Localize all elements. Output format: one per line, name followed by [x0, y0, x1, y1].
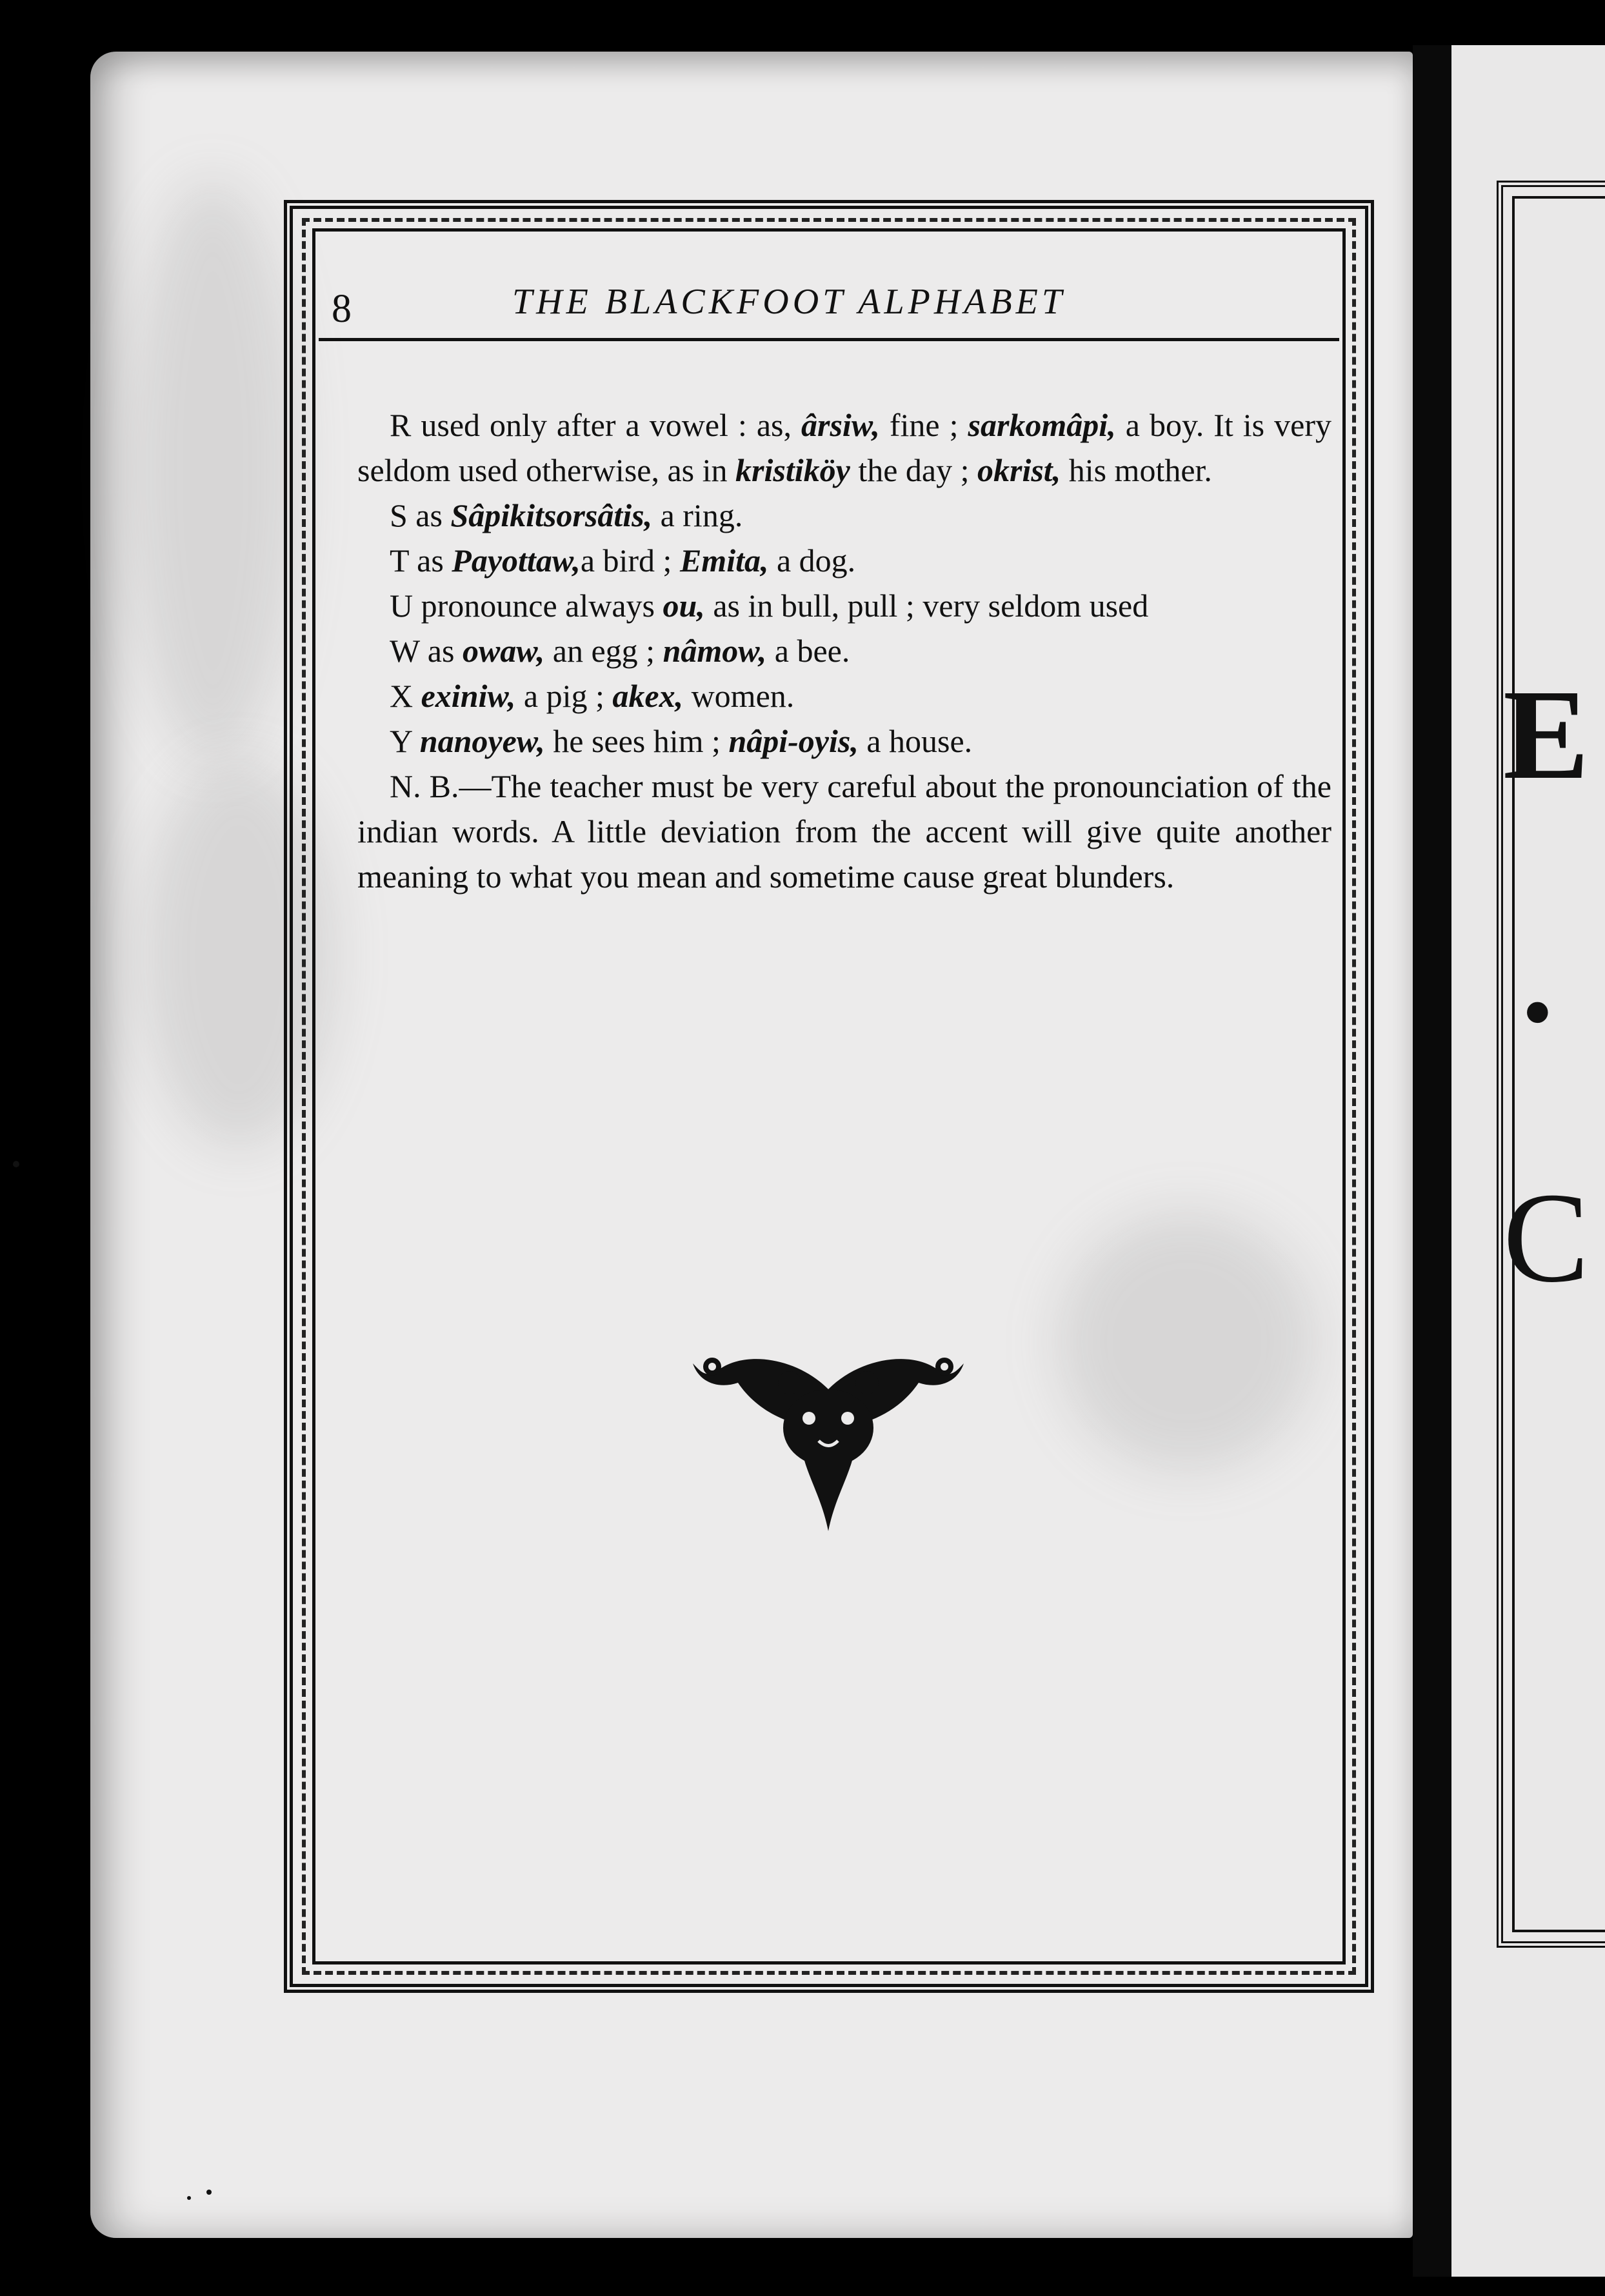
right-page: [1451, 45, 1605, 2277]
entry-y-word1: nanoyew,: [419, 723, 545, 759]
entry-r-gloss-fine: fine ;: [879, 407, 968, 443]
nb-paragraph: N. B.—The teacher must be very careful about the pronounciation of the indian words. A little deviation from the accent will give quite another meaning to what you mean and sometime cause great blunders.: [357, 768, 1331, 895]
entry-r-line3-start: day ;: [905, 452, 977, 488]
entry-r-line3-end: his mother.: [1061, 452, 1212, 488]
entry-w-gloss1: an egg ;: [544, 633, 663, 669]
entry-u-start: U pronounce always: [390, 588, 663, 624]
dust-speck: [206, 2190, 212, 2195]
entry-u-end: as in bull, pull ; very seldom used: [704, 588, 1149, 624]
entry-r: [357, 402, 1331, 493]
entry-x-word1: exiniw,: [421, 678, 516, 714]
entry-s-letter: S as: [390, 497, 451, 533]
entry-y-word2: nâpi-oyis,: [728, 723, 859, 759]
header-rule: [319, 338, 1339, 341]
entry-w-gloss2: a bee.: [766, 633, 850, 669]
entry-y-letter: Y: [390, 723, 420, 759]
entry-t-word2: Emita,: [679, 542, 769, 579]
entry-x: [357, 673, 1331, 718]
entry-w-word2: nâmow,: [663, 633, 767, 669]
page-border-frame: [284, 200, 1374, 1993]
entry-r-the: the: [850, 452, 898, 488]
running-head: THE BLACKFOOT ALPHABET: [512, 282, 1066, 322]
floral-tailpiece-icon: [693, 1344, 964, 1531]
entry-y: [357, 718, 1331, 764]
right-page-letter-c: C: [1503, 1167, 1590, 1309]
book-gutter: [1413, 45, 1451, 2277]
right-page-letter-e: E: [1503, 664, 1590, 806]
entry-x-gloss2: women.: [683, 678, 795, 714]
right-page-letter-dot: ·: [1516, 941, 1559, 1084]
entry-w: [357, 628, 1331, 673]
page-number: 8: [332, 287, 352, 331]
entry-t-word1: Payottaw,: [452, 542, 581, 579]
entry-u: [357, 583, 1331, 628]
dust-speck: [13, 1161, 19, 1167]
right-page-frame: [1497, 181, 1605, 1948]
entry-s-gloss: a ring.: [652, 497, 743, 533]
entry-t-gloss2: a dog.: [768, 542, 856, 579]
entry-r-text: R used only after a vowel : as,: [390, 407, 802, 443]
entry-t-gloss1: a bird ;: [580, 542, 680, 579]
entry-y-gloss1: he sees him ;: [544, 723, 729, 759]
entry-r-word-kristikoy: kristiköy: [735, 452, 850, 488]
entry-s: [357, 493, 1331, 538]
entry-x-word2: akex,: [612, 678, 684, 714]
entry-t-letter: T as: [390, 542, 452, 579]
entry-w-letter: W as: [390, 633, 463, 669]
entry-r-word-okrist: okrist,: [977, 452, 1061, 488]
entry-r-word-arsiw: ârsiw,: [801, 407, 880, 443]
entry-r-a: a: [1115, 407, 1140, 443]
entry-w-word1: owaw,: [462, 633, 545, 669]
entry-x-letter: X: [390, 678, 421, 714]
entry-r-word-sarkomapi: sarkomâpi,: [968, 407, 1116, 443]
entry-s-word: Sâpikitsorsâtis,: [450, 497, 653, 533]
entry-t: [357, 538, 1331, 583]
entry-u-word: ou,: [663, 588, 705, 624]
entry-x-gloss1: a pig ;: [515, 678, 613, 714]
entry-r-line2: boy. It is very seldom used otherwise, as in: [357, 407, 1331, 488]
dust-speck: [187, 2196, 191, 2200]
entry-y-gloss2: a house.: [858, 723, 973, 759]
body-text: [357, 402, 1331, 899]
